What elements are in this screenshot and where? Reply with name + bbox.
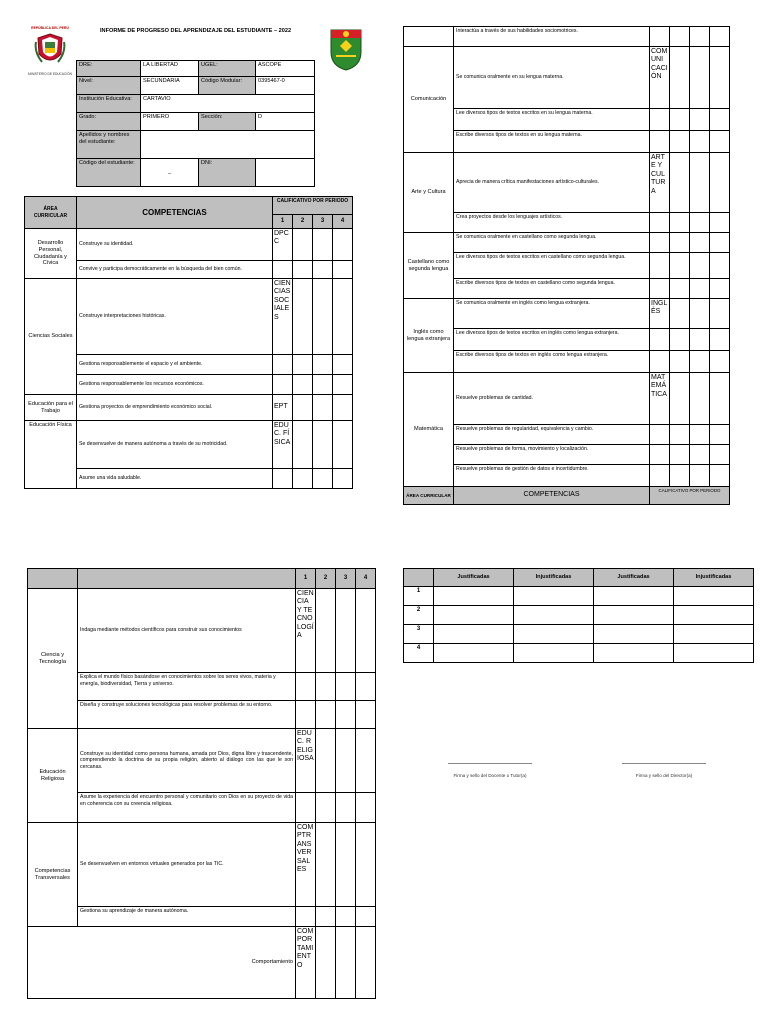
grade-cell[interactable] xyxy=(690,465,710,487)
row-number: 1 xyxy=(404,587,434,606)
period-3: 3 xyxy=(336,569,356,589)
attendance-table xyxy=(403,568,754,663)
grade-cell[interactable] xyxy=(710,131,730,153)
attendance-cell[interactable] xyxy=(594,587,674,606)
attendance-cell[interactable] xyxy=(594,625,674,644)
grado-label: Grado: xyxy=(77,113,141,131)
competencia: Construye su identidad como persona humana, amada por Dios, digna libre y trascendente, comprendiendo la doctrina de su propia religión, abierto al diálogo con las que le son cercanas. xyxy=(78,729,296,793)
attendance-cell[interactable] xyxy=(514,644,594,663)
area-ept: Educación para el Trabajo xyxy=(25,395,77,421)
abbr-ciencia-tecnologia: CIENCIA Y TECNOLOGÍA xyxy=(296,589,316,673)
dre-value: LA LIBERTAD xyxy=(141,61,199,77)
report-title: INFORME DE PROGRESO DEL APRENDIZAJE DEL ESTUDIANTE – 2022 xyxy=(100,28,292,34)
grade-cell[interactable] xyxy=(316,793,336,823)
area-header: ÁREA CURRICULAR xyxy=(25,197,77,229)
competencia: Resuelve problemas de cantidad. xyxy=(454,373,650,425)
competencia: Resuelve problemas de gestión de datos e incertidumbre. xyxy=(454,465,650,487)
grade-cell[interactable] xyxy=(690,253,710,279)
abbr-comportamiento: COMPORTAMIENTO xyxy=(296,927,316,999)
grade-cell[interactable] xyxy=(313,375,333,395)
grado-value: PRIMERO xyxy=(141,113,199,131)
periodo-header: CALIFICATIVO POR PERIODO xyxy=(273,197,353,215)
grade-cell[interactable] xyxy=(273,355,293,375)
grade-cell[interactable] xyxy=(316,701,336,729)
grade-cell[interactable] xyxy=(650,329,670,351)
grade-cell[interactable] xyxy=(650,445,670,465)
area-competencias-transversales: Competencias Transversales xyxy=(28,823,78,927)
grade-cell[interactable] xyxy=(710,233,730,253)
grade-cell[interactable] xyxy=(710,109,730,131)
signature-line-docente xyxy=(448,763,532,764)
page-1 xyxy=(24,20,360,510)
grade-cell[interactable] xyxy=(333,395,353,421)
grade-cell[interactable] xyxy=(356,729,376,793)
grade-cell[interactable] xyxy=(710,253,730,279)
abbr-matematica: MATEMÁTICA xyxy=(650,373,670,425)
grade-cell[interactable] xyxy=(333,261,353,279)
attendance-cell[interactable] xyxy=(514,606,594,625)
competencia: Gestiona su aprendizaje de manera autónoma. xyxy=(78,907,296,927)
grade-cell[interactable] xyxy=(710,425,730,445)
competencia: Lee diversos tipos de textos escritos en castellano como segunda lengua. xyxy=(454,253,650,279)
grade-cell[interactable] xyxy=(670,373,690,425)
grade-cell[interactable] xyxy=(690,47,710,109)
abbr-ept: EPT xyxy=(273,395,293,421)
grade-cell[interactable] xyxy=(710,27,730,47)
dre-label: DRE: xyxy=(77,61,141,77)
grade-cell[interactable] xyxy=(710,465,730,487)
abbr-competencias-transversales: COMPTRANSVERSALES xyxy=(296,823,316,907)
attendance-cell[interactable] xyxy=(674,644,754,663)
competencia: Se desenvuelve de manera autónoma a través de su motricidad. xyxy=(77,421,273,469)
grade-cell[interactable] xyxy=(293,261,313,279)
attendance-cell[interactable] xyxy=(514,625,594,644)
grade-cell[interactable] xyxy=(296,673,316,701)
grade-cell[interactable] xyxy=(336,907,356,927)
grade-cell[interactable] xyxy=(690,299,710,329)
grade-cell[interactable] xyxy=(336,927,356,999)
grade-cell[interactable] xyxy=(710,299,730,329)
abbr-educacion-fisica: EDUC. FÍSICA xyxy=(273,421,293,469)
abbr-educacion-religiosa: EDUC. RELIGIOSA xyxy=(296,729,316,793)
abbr-ciencias-sociales: CIENCIAS SOCIALES xyxy=(273,279,293,355)
competencia: Construye su identidad. xyxy=(77,229,273,261)
grade-cell[interactable] xyxy=(670,329,690,351)
seccion-value: D xyxy=(256,113,315,131)
attendance-cell[interactable] xyxy=(514,587,594,606)
grade-cell[interactable] xyxy=(293,421,313,469)
grade-cell[interactable] xyxy=(670,253,690,279)
competencias-header: COMPETENCIAS xyxy=(77,197,273,229)
grade-cell[interactable] xyxy=(356,793,376,823)
grade-cell[interactable] xyxy=(670,465,690,487)
footer-area-header: ÁREA CURRICULAR xyxy=(404,487,454,505)
signature-line-director xyxy=(622,763,706,764)
seccion-label: Sección: xyxy=(199,113,256,131)
grade-cell[interactable] xyxy=(670,27,690,47)
grade-cell[interactable] xyxy=(313,261,333,279)
grade-cell[interactable] xyxy=(293,355,313,375)
nivel-value: SECUNDARIA xyxy=(141,77,199,95)
grade-cell[interactable] xyxy=(336,823,356,907)
grade-cell[interactable] xyxy=(650,213,670,233)
grade-cell[interactable] xyxy=(710,373,730,425)
col-injustificadas: Injustificadas xyxy=(514,569,594,587)
grade-cell[interactable] xyxy=(336,729,356,793)
grade-cell[interactable] xyxy=(670,131,690,153)
competencia: Se comunica oralmente en inglés como lengua extranjera. xyxy=(454,299,650,329)
codigo-estudiante-label: Código del estudiante: xyxy=(77,159,141,187)
competencia: Indaga mediante métodos científicos para construir sus conocimientos xyxy=(78,589,296,673)
grade-cell[interactable] xyxy=(650,279,670,299)
attendance-cell[interactable] xyxy=(434,587,514,606)
grade-cell[interactable] xyxy=(670,233,690,253)
grade-cell[interactable] xyxy=(710,153,730,213)
institucion-value: CARTAVIO xyxy=(141,95,315,113)
grade-cell[interactable] xyxy=(710,445,730,465)
area-ingles: Inglés como lengua extranjera xyxy=(404,299,454,373)
competencia: Construye interpretaciones históricas. xyxy=(77,279,273,355)
grade-cell[interactable] xyxy=(293,395,313,421)
attendance-cell[interactable] xyxy=(674,625,754,644)
competencia: Diseña y construye soluciones tecnológicas para resolver problemas de su entorno. xyxy=(78,701,296,729)
period-2: 2 xyxy=(293,215,313,229)
codigo-modular-label: Código Modular: xyxy=(199,77,256,95)
area-ciencia-tecnologia: Ciencia y Tecnología xyxy=(28,589,78,729)
grade-cell[interactable] xyxy=(333,375,353,395)
grade-cell[interactable] xyxy=(293,279,313,355)
area-arte-cultura: Arte y Cultura xyxy=(404,153,454,233)
grade-cell[interactable] xyxy=(650,109,670,131)
grade-cell[interactable] xyxy=(710,279,730,299)
grade-cell[interactable] xyxy=(650,425,670,445)
attendance-cell[interactable] xyxy=(674,606,754,625)
row-number: 3 xyxy=(404,625,434,644)
competencia: Escribe diversos tipos de textos en castellano como segunda lengua. xyxy=(454,279,650,299)
grade-cell[interactable] xyxy=(356,907,376,927)
grade-cell[interactable] xyxy=(670,213,690,233)
period-1: 1 xyxy=(296,569,316,589)
grade-cell[interactable] xyxy=(333,279,353,355)
grade-cell[interactable] xyxy=(293,229,313,261)
grade-cell[interactable] xyxy=(356,701,376,729)
grade-cell[interactable] xyxy=(316,729,336,793)
ministry-label: MINISTERIO DE EDUCACIÓN xyxy=(28,72,72,76)
competencia: Se comunica oralmente en su lengua materna. xyxy=(454,47,650,109)
nivel-label: Nivel: xyxy=(77,77,141,95)
grade-cell[interactable] xyxy=(690,445,710,465)
col-justificadas: Justificadas xyxy=(594,569,674,587)
grade-cell[interactable] xyxy=(690,373,710,425)
grade-cell[interactable] xyxy=(296,793,316,823)
grade-cell[interactable] xyxy=(296,907,316,927)
abbr-arte-cultura: ARTE Y CULTURA xyxy=(650,153,670,213)
grade-cell[interactable] xyxy=(690,131,710,153)
competencia: Resuelve problemas de forma, movimiento y localización. xyxy=(454,445,650,465)
grade-cell[interactable] xyxy=(333,355,353,375)
grade-cell[interactable] xyxy=(333,229,353,261)
grades-table-2 xyxy=(403,26,730,505)
regional-shield-icon xyxy=(328,26,364,77)
grade-cell[interactable] xyxy=(293,469,313,489)
competencia: Interactúa a través de sus habilidades sociomotrices. xyxy=(454,27,650,47)
grade-cell[interactable] xyxy=(670,299,690,329)
grade-cell[interactable] xyxy=(650,233,670,253)
area-comunicacion: Comunicación xyxy=(404,47,454,153)
competencia: Se desenvuelven en entornos virtuales generados por las TIC. xyxy=(78,823,296,907)
grade-cell[interactable] xyxy=(293,375,313,395)
student-info-table xyxy=(76,60,315,187)
grade-cell[interactable] xyxy=(650,253,670,279)
grade-cell[interactable] xyxy=(670,279,690,299)
competencia: Gestiona responsablemente los recursos económicos. xyxy=(77,375,273,395)
attendance-cell[interactable] xyxy=(434,606,514,625)
grade-cell[interactable] xyxy=(670,351,690,373)
grade-cell[interactable] xyxy=(710,47,730,109)
grade-cell[interactable] xyxy=(690,279,710,299)
grade-cell[interactable] xyxy=(313,421,333,469)
period-1: 1 xyxy=(273,215,293,229)
signature-director-label: Firma y sello del Director(a) xyxy=(635,773,693,778)
grades-table-1 xyxy=(24,196,353,489)
grade-cell[interactable] xyxy=(356,823,376,907)
nombres-value xyxy=(141,131,315,159)
grade-cell[interactable] xyxy=(316,823,336,907)
competencia: Lee diversos tipos de textos escritos en inglés como lengua extranjera. xyxy=(454,329,650,351)
grades-table-3 xyxy=(27,568,376,999)
grade-cell[interactable] xyxy=(336,793,356,823)
footer-competencias-header: COMPETENCIAS xyxy=(454,487,650,505)
grade-cell[interactable] xyxy=(690,27,710,47)
grade-cell[interactable] xyxy=(710,329,730,351)
grade-cell[interactable] xyxy=(650,27,670,47)
grade-cell[interactable] xyxy=(273,469,293,489)
grade-cell[interactable] xyxy=(670,153,690,213)
grade-cell[interactable] xyxy=(690,425,710,445)
grade-cell[interactable] xyxy=(296,701,316,729)
competencia: Lee diversos tipos de textos escritos en su lengua materna. xyxy=(454,109,650,131)
area-matematica: Matemática xyxy=(404,373,454,487)
grade-cell[interactable] xyxy=(333,421,353,469)
period-4: 4 xyxy=(333,215,353,229)
comportamiento-label: Comportamiento xyxy=(28,927,296,999)
period-4: 4 xyxy=(356,569,376,589)
grade-cell[interactable] xyxy=(670,47,690,109)
competencia: Asume una vida saludable. xyxy=(77,469,273,489)
grade-cell[interactable] xyxy=(670,445,690,465)
grade-cell[interactable] xyxy=(313,395,333,421)
abbr-comunicacion: COMUNICACIÓN xyxy=(650,47,670,109)
blank-header-cell xyxy=(28,569,78,589)
competencia: Gestiona responsablemente el espacio y el ambiente. xyxy=(77,355,273,375)
nombres-label: Apellidos y nombres del estudiante: xyxy=(77,131,141,159)
competencia: Se comunica oralmente en castellano como segunda lengua. xyxy=(454,233,650,253)
competencia: Aprecia de manera crítica manifestaciones artístico-culturales. xyxy=(454,153,650,213)
grade-cell[interactable] xyxy=(690,233,710,253)
grade-cell[interactable] xyxy=(710,351,730,373)
area-dpcc: Desarrollo Personal, Ciudadanía y Cívica xyxy=(25,229,77,279)
grade-cell[interactable] xyxy=(313,279,333,355)
grade-cell[interactable] xyxy=(690,351,710,373)
competencia: Explica el mundo físico basándose en conocimientos sobre los seres vivos, materia y energía, biodiversidad, Tierra y universo. xyxy=(78,673,296,701)
grade-cell[interactable] xyxy=(336,701,356,729)
col-injustificadas: Injustificadas xyxy=(674,569,754,587)
competencia: Crea proyectos desde los lenguajes artísticos. xyxy=(454,213,650,233)
area-educacion-religiosa: Educación Religiosa xyxy=(28,729,78,823)
attendance-cell[interactable] xyxy=(434,625,514,644)
seal-caption: REPÚBLICA DEL PERÚ xyxy=(31,26,69,30)
grade-cell[interactable] xyxy=(690,153,710,213)
abbr-ingles: INGLÉS xyxy=(650,299,670,329)
grade-cell[interactable] xyxy=(356,927,376,999)
signature-docente-label: Firma y sello del Docente o Tutor(a) xyxy=(453,773,527,778)
competencia: Gestiona proyectos de emprendimiento económico social. xyxy=(77,395,273,421)
dni-value xyxy=(256,159,315,187)
grade-cell[interactable] xyxy=(273,375,293,395)
abbr-dpcc: DPCC xyxy=(273,229,293,261)
competencia: Resuelve problemas de regularidad, equivalencia y cambio. xyxy=(454,425,650,445)
peru-seal-icon xyxy=(30,26,70,86)
grade-cell[interactable] xyxy=(690,109,710,131)
grade-cell[interactable] xyxy=(710,213,730,233)
grade-cell[interactable] xyxy=(650,465,670,487)
grade-cell[interactable] xyxy=(316,927,336,999)
competencia: Asume la experiencia del encuentro personal y comunitario con Dios en su proyecto de vida en coherencia con su creencia religiosa. xyxy=(78,793,296,823)
area-ciencias-sociales: Ciencias Sociales xyxy=(25,279,77,395)
grade-cell[interactable] xyxy=(273,261,293,279)
grade-cell[interactable] xyxy=(316,589,336,673)
grade-cell[interactable] xyxy=(690,213,710,233)
grade-cell[interactable] xyxy=(313,229,333,261)
ugel-value: ASCOPE xyxy=(256,61,315,77)
grade-cell[interactable] xyxy=(316,673,336,701)
codigo-modular-value: 0395467-0 xyxy=(256,77,315,95)
period-3: 3 xyxy=(313,215,333,229)
blank-header-cell xyxy=(78,569,296,589)
attendance-cell[interactable] xyxy=(594,606,674,625)
grade-cell[interactable] xyxy=(333,469,353,489)
grade-cell[interactable] xyxy=(336,589,356,673)
competencia: Escribe diversos tipos de textos en inglés como lengua extranjera. xyxy=(454,351,650,373)
grade-cell[interactable] xyxy=(336,673,356,701)
grade-cell[interactable] xyxy=(670,109,690,131)
grade-cell[interactable] xyxy=(313,355,333,375)
grade-cell[interactable] xyxy=(356,673,376,701)
attendance-cell[interactable] xyxy=(674,587,754,606)
attendance-cell[interactable] xyxy=(594,644,674,663)
codigo-estudiante-value: _ xyxy=(141,159,199,187)
grade-cell[interactable] xyxy=(650,131,670,153)
col-justificadas: Justificadas xyxy=(434,569,514,587)
grade-cell[interactable] xyxy=(650,351,670,373)
attendance-cell[interactable] xyxy=(434,644,514,663)
dni-label: DNI: xyxy=(199,159,256,187)
ugel-label: UGEL: xyxy=(199,61,256,77)
grade-cell[interactable] xyxy=(313,469,333,489)
area-educacion-fisica: Educación Física xyxy=(25,421,77,489)
grade-cell[interactable] xyxy=(316,907,336,927)
blank-area-cell xyxy=(404,27,454,47)
period-2: 2 xyxy=(316,569,336,589)
footer-periodo-header: CALIFICATIVO POR PERIODO xyxy=(650,487,730,505)
row-number: 2 xyxy=(404,606,434,625)
area-castellano: Castellano como segunda lengua xyxy=(404,233,454,299)
grade-cell[interactable] xyxy=(690,329,710,351)
grade-cell[interactable] xyxy=(670,425,690,445)
row-number: 4 xyxy=(404,644,434,663)
competencia: Escribe diversos tipos de textos en su lengua materna. xyxy=(454,131,650,153)
grade-cell[interactable] xyxy=(356,589,376,673)
blank-header-cell xyxy=(404,569,434,587)
competencia: Convive y participa democráticamente en la búsqueda del bien común. xyxy=(77,261,273,279)
institucion-label: Institución Educativa: xyxy=(77,95,141,113)
